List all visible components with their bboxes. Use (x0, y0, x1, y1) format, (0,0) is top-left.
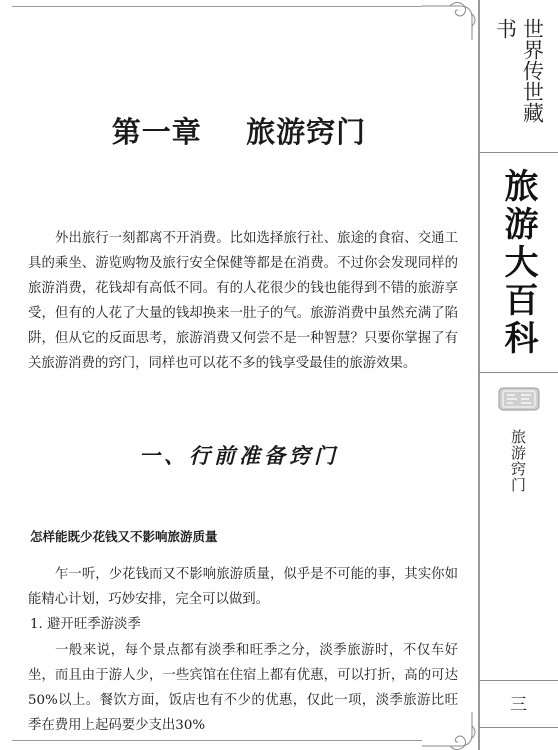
frame-bottom-rule (12, 740, 422, 741)
corner-ornament-top (420, 0, 476, 40)
sidebar-chapter-label: 旅游窍门 (509, 429, 527, 493)
list-heading: 1. 避开旺季游淡季 (30, 617, 141, 632)
corner-ornament-bottom (420, 712, 476, 750)
intro-paragraph: 外出旅行一刻都离不开消费。比如选择旅行社、旅途的食宿、交通工具的乘坐、游览购物及旅行安全保健等都是在消费。不过你会发现同样的旅游消费，花钱却有高低不同。有的人花很少的钱也能得到不错的旅游享受，但有的人花了大量的钱却换来一肚子的气。旅游消费中虽然充满了陷阱，但从它的反面思考，旅游消费又何尝不是一种智慧？只要你掌握了有关旅游消费的窍门，同样也可以花不多的钱享受最佳的旅游效果。 (28, 231, 458, 371)
page-number: 三 (510, 695, 527, 715)
sidebar (479, 0, 558, 750)
subsection-title: 怎样能既少花钱又不影响旅游质量 (30, 529, 218, 544)
seal-icon (497, 386, 541, 412)
sidebar-divider (479, 372, 558, 373)
book-title: 旅游大百科 (498, 168, 538, 358)
section-title: 一、行前准备窍门 (139, 444, 339, 468)
frame-top-rule (12, 6, 422, 7)
sidebar-divider (479, 152, 558, 153)
body-paragraph: 一般来说，每个景点都有淡季和旺季之分，淡季旅游时，不仅车好坐，而且由于游人少，一些宾馆在住宿上都有优惠，可以打折，高的可达50%以上。餐饮方面，饭店也有不少的优惠，仅此一项，淡季旅游比旺季在费用上起码要少支出30% (28, 643, 458, 733)
series-title: 世界传世藏书 (493, 18, 545, 123)
chapter-title: 第一章 旅游窍门 (111, 115, 367, 149)
body-paragraph: 乍一听，少花钱而又不影响旅游质量，似乎是不可能的事，其实你如能精心计划，巧妙安排，完全可以做到。 (28, 567, 458, 607)
